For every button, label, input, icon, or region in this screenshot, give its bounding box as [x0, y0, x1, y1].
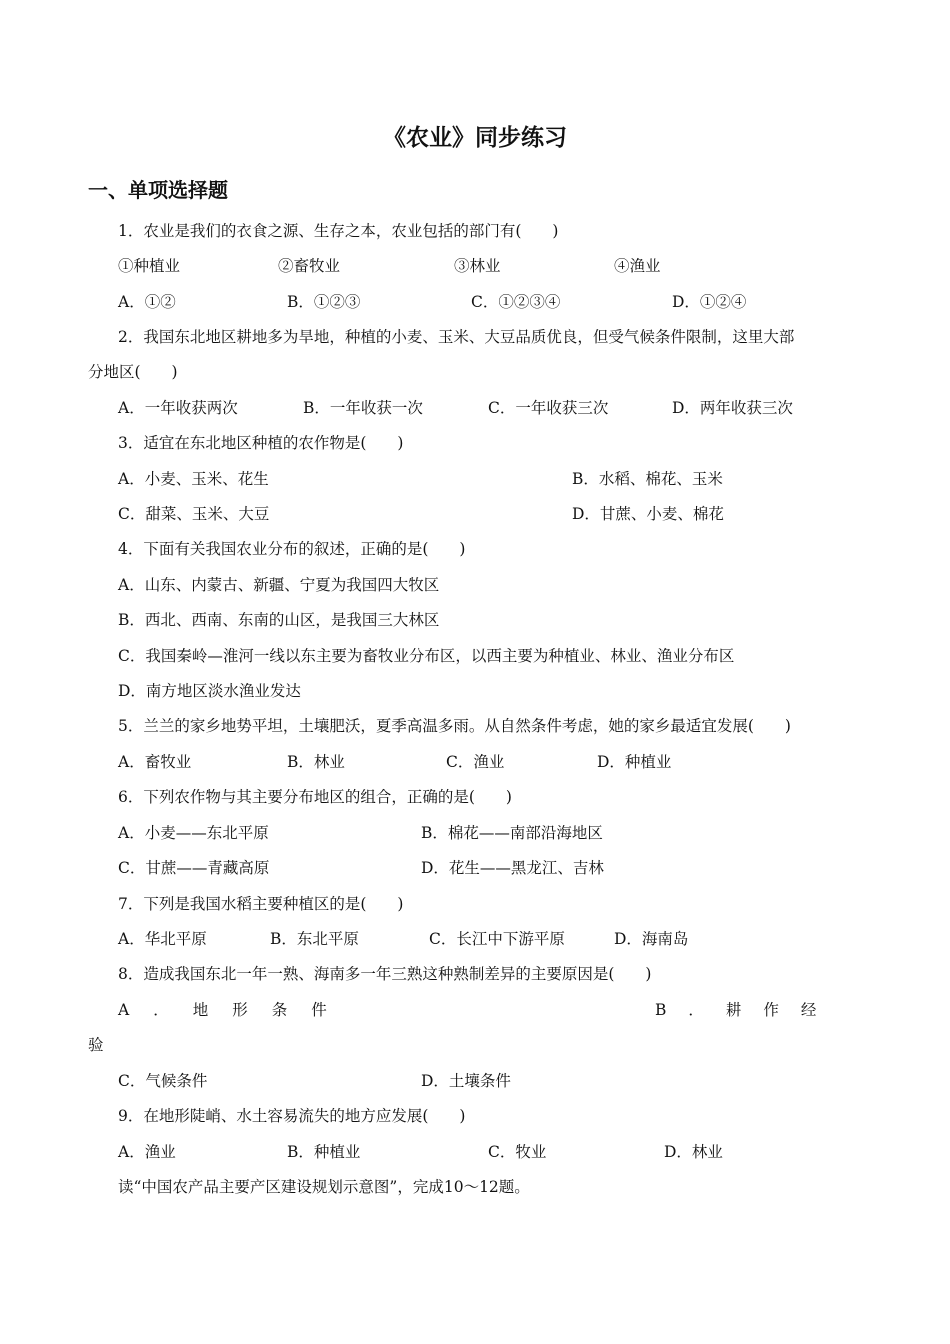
question-1-item-3: ③林业 [454, 257, 501, 275]
question-6-option-d: D．花生——黑龙江、吉林 [421, 859, 604, 877]
question-2-stem-line-2: 分地区( ) [88, 363, 178, 381]
question-9-option-b: B．种植业 [287, 1143, 361, 1161]
question-5-option-b: B．林业 [287, 753, 345, 771]
question-3-stem: 3．适宜在东北地区种植的农作物是( ) [118, 434, 404, 452]
question-5-option-c: C．渔业 [446, 753, 505, 771]
question-1-item-1: ①种植业 [118, 257, 181, 275]
question-1-item-4: ④渔业 [614, 257, 661, 275]
question-4-option-a: A．山东、内蒙古、新疆、宁夏为我国四大牧区 [118, 576, 440, 594]
question-7-option-d: D．海南岛 [614, 930, 689, 948]
page-title: 《农业》同步练习 [383, 125, 567, 151]
question-3-option-d: D．甘蔗、小麦、棉花 [572, 505, 724, 523]
question-4-option-b: B．西北、西南、东南的山区，是我国三大林区 [118, 611, 440, 629]
question-1-option-a: A．①② [118, 293, 176, 311]
question-6-option-c: C．甘蔗——青藏高原 [118, 859, 270, 877]
question-8-option-d: D．土壤条件 [421, 1072, 511, 1090]
question-9-option-d: D．林业 [664, 1143, 723, 1161]
question-8-option-b-wrap: 验 [88, 1036, 104, 1054]
question-8-stem: 8．造成我国东北一年一熟、海南多一年三熟这种熟制差异的主要原因是( ) [118, 965, 652, 983]
question-7-option-c: C．长江中下游平原 [429, 930, 565, 948]
question-2-option-c: C．一年收获三次 [488, 399, 609, 417]
question-5-stem: 5．兰兰的家乡地势平坦，土壤肥沃，夏季高温多雨。从自然条件考虑，她的家乡最适宜发展( ) [118, 717, 791, 735]
question-3-option-b: B．水稻、棉花、玉米 [572, 470, 723, 488]
question-7-option-a: A．华北平原 [118, 930, 207, 948]
question-8-option-c: C．气候条件 [118, 1072, 208, 1090]
question-9-option-a: A．渔业 [118, 1143, 176, 1161]
question-6-option-b: B．棉花——南部沿海地区 [421, 824, 603, 842]
question-1-option-d: D．①②④ [672, 293, 747, 311]
reading-instruction: 读“中国农产品主要产区建设规划示意图”，完成10～12题。 [118, 1178, 530, 1196]
question-6-option-a: A．小麦——东北平原 [118, 824, 269, 842]
question-8-option-a: A．地形条件 [118, 1001, 351, 1019]
question-1-option-c: C．①②③④ [471, 293, 561, 311]
question-4-stem: 4．下面有关我国农业分布的叙述，正确的是( ) [118, 540, 466, 558]
section-heading: 一、单项选择题 [88, 178, 228, 202]
question-6-stem: 6．下列农作物与其主要分布地区的组合，正确的是( ) [118, 788, 512, 806]
question-1-item-2: ②畜牧业 [278, 257, 341, 275]
question-4-option-d: D．南方地区淡水渔业发达 [118, 682, 301, 700]
question-2-stem-line-1: 2．我国东北地区耕地多为旱地，种植的小麦、玉米、大豆品质优良，但受气候条件限制，这里大部 [118, 328, 795, 346]
question-1-stem: 1．农业是我们的衣食之源、生存之本，农业包括的部门有( ) [118, 222, 559, 240]
question-4-option-c: C．我国秦岭—淮河一线以东主要为畜牧业分布区，以西主要为种植业、林业、渔业分布区 [118, 647, 735, 665]
question-2-option-a: A．一年收获两次 [118, 399, 238, 417]
question-9-stem: 9．在地形陡峭、水土容易流失的地方应发展( ) [118, 1107, 466, 1125]
question-5-option-d: D．种植业 [597, 753, 672, 771]
question-2-option-d: D．两年收获三次 [672, 399, 793, 417]
question-9-option-c: C．牧业 [488, 1143, 547, 1161]
question-3-option-c: C．甜菜、玉米、大豆 [118, 505, 270, 523]
question-7-option-b: B．东北平原 [270, 930, 359, 948]
question-3-option-a: A．小麦、玉米、花生 [118, 470, 269, 488]
question-8-option-b: B．耕作经 [655, 1001, 839, 1019]
question-5-option-a: A．畜牧业 [118, 753, 192, 771]
question-7-stem: 7．下列是我国水稻主要种植区的是( ) [118, 895, 404, 913]
question-2-option-b: B．一年收获一次 [303, 399, 423, 417]
question-1-option-b: B．①②③ [287, 293, 361, 311]
